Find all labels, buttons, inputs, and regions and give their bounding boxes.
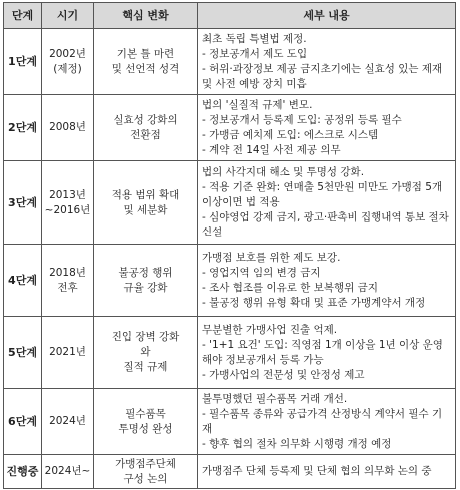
stage-cell: 2단계 xyxy=(4,95,42,161)
period-cell xyxy=(42,161,94,245)
period-line: ~2016년 xyxy=(44,203,91,216)
details-cell xyxy=(198,95,456,161)
detail-line: 법의 '실질적 규제' 변모. xyxy=(202,98,313,111)
period-cell xyxy=(42,245,94,317)
table-row xyxy=(4,245,456,317)
detail-line: - 향후 협의 절차 의무화 시행령 개정 예정 xyxy=(202,437,392,450)
detail-line: - 정보공개서 제도 도입 xyxy=(202,47,308,60)
table-header-row xyxy=(4,3,456,29)
detail-line: - 불공정 행위 유형 확대 및 표준 가맹계약서 개정 xyxy=(202,296,426,309)
key-change-cell xyxy=(94,95,198,161)
table-row xyxy=(4,317,456,389)
period-line: 2008년 xyxy=(49,121,86,133)
franchise-law-history-table xyxy=(3,2,456,489)
header-period: 시기 xyxy=(42,3,94,29)
detail-line: - 가맹사업의 전문성 및 안정성 제고 xyxy=(202,368,365,381)
stage-cell: 진행중 xyxy=(4,455,42,489)
details-cell xyxy=(198,455,456,489)
change-line: 와 xyxy=(140,346,151,358)
period-line: 2021년 xyxy=(49,346,86,358)
detail-line: - 심야영업 강제 금지, 광고·판촉비 집행내역 통보 절차 신설 xyxy=(202,211,449,238)
detail-line: - 가맹금 예치제 도입: 에스크로 시스템 xyxy=(202,128,379,141)
change-line: 및 선언적 성격 xyxy=(111,62,180,75)
change-line: 기본 틀 마련 xyxy=(116,47,175,60)
detail-line: 무분별한 가맹사업 진출 억제. xyxy=(202,323,338,336)
table-row xyxy=(4,455,456,489)
detail-line: - 계약 전 14일 사전 제공 의무 xyxy=(202,143,341,156)
detail-line: 불투명했던 필수품목 거래 개선. xyxy=(202,392,348,405)
key-change-cell xyxy=(94,455,198,489)
header-details: 세부 내용 xyxy=(198,3,456,29)
period-line: 2024년 xyxy=(49,415,86,427)
details-cell xyxy=(198,317,456,389)
change-line: 적용 범위 확대 xyxy=(111,188,180,201)
header-key-change: 핵심 변화 xyxy=(94,3,198,29)
detail-line: 최초 독립 특별법 제정. xyxy=(202,32,307,45)
header-stage: 단계 xyxy=(4,3,42,29)
detail-line: 법의 사각지대 해소 및 투명성 강화. xyxy=(202,166,365,178)
detail-line: - 필수품목 종류와 공급가격 산정방식 계약서 필수 기재 xyxy=(202,407,443,435)
key-change-cell xyxy=(94,389,198,455)
period-line: 전후 xyxy=(57,281,78,294)
stage-cell: 4단계 xyxy=(4,245,42,317)
table-row xyxy=(4,29,456,95)
stage-cell: 5단계 xyxy=(4,317,42,389)
detail-line: - 적용 기준 완화: 연매출 5천만원 미만도 가맹점 5개 이상이면 법 적용 xyxy=(202,181,443,208)
details-cell xyxy=(198,389,456,455)
table-row xyxy=(4,95,456,161)
change-line: 및 세분화 xyxy=(123,203,168,216)
stage-cell: 3단계 xyxy=(4,161,42,245)
stage-cell: 6단계 xyxy=(4,389,42,455)
period-cell xyxy=(42,317,94,389)
period-cell xyxy=(42,389,94,455)
detail-line: - '1+1 요건' 도입: 직영점 1개 이상을 1년 이상 운영해야 정보공개서 등록 가능 xyxy=(202,338,443,366)
detail-line: - 조사 협조를 이유로 한 보복행위 금지 xyxy=(202,281,378,294)
key-change-cell xyxy=(94,317,198,389)
detail-line: - 허위·과장정보 제공 금지초기에는 실효성 있는 제재 및 사전 예방 장치 미흡 xyxy=(202,62,443,90)
change-line: 실효성 강화의 xyxy=(113,113,178,126)
change-line: 전환점 xyxy=(130,128,161,141)
detail-line: - 영업지역 임의 변경 금지 xyxy=(202,266,321,279)
change-line: 규율 강화 xyxy=(123,281,168,294)
table-row xyxy=(4,161,456,245)
change-line: 필수품목 xyxy=(125,407,166,420)
key-change-cell xyxy=(94,161,198,245)
details-cell xyxy=(198,161,456,245)
details-cell xyxy=(198,29,456,95)
change-line: 가맹점주단체 xyxy=(115,457,176,470)
table-row xyxy=(4,389,456,455)
key-change-cell xyxy=(94,29,198,95)
change-line: 진입 장벽 강화 xyxy=(111,331,180,343)
key-change-cell xyxy=(94,245,198,317)
change-line: 구성 논의 xyxy=(123,472,168,485)
period-line: 2024년~ xyxy=(44,465,91,477)
change-line: 투명성 완성 xyxy=(118,422,173,435)
detail-line: - 정보공개서 등록제 도입: 공정위 등록 필수 xyxy=(202,113,402,126)
period-line: 2018년 xyxy=(49,266,86,279)
stage-cell: 1단계 xyxy=(4,29,42,95)
period-line: 2013년 xyxy=(49,188,86,201)
change-line: 질적 규제 xyxy=(123,361,168,373)
period-cell xyxy=(42,29,94,95)
change-line: 불공정 행위 xyxy=(118,266,173,279)
period-cell xyxy=(42,455,94,489)
period-line: (제정) xyxy=(53,62,82,75)
period-cell xyxy=(42,95,94,161)
detail-line: 가맹점 보호를 위한 제도 보강. xyxy=(202,251,341,264)
period-line: 2002년 xyxy=(49,47,86,60)
detail-line: 가맹점주 단체 등록제 및 단체 협의 의무화 논의 중 xyxy=(202,465,432,477)
details-cell xyxy=(198,245,456,317)
